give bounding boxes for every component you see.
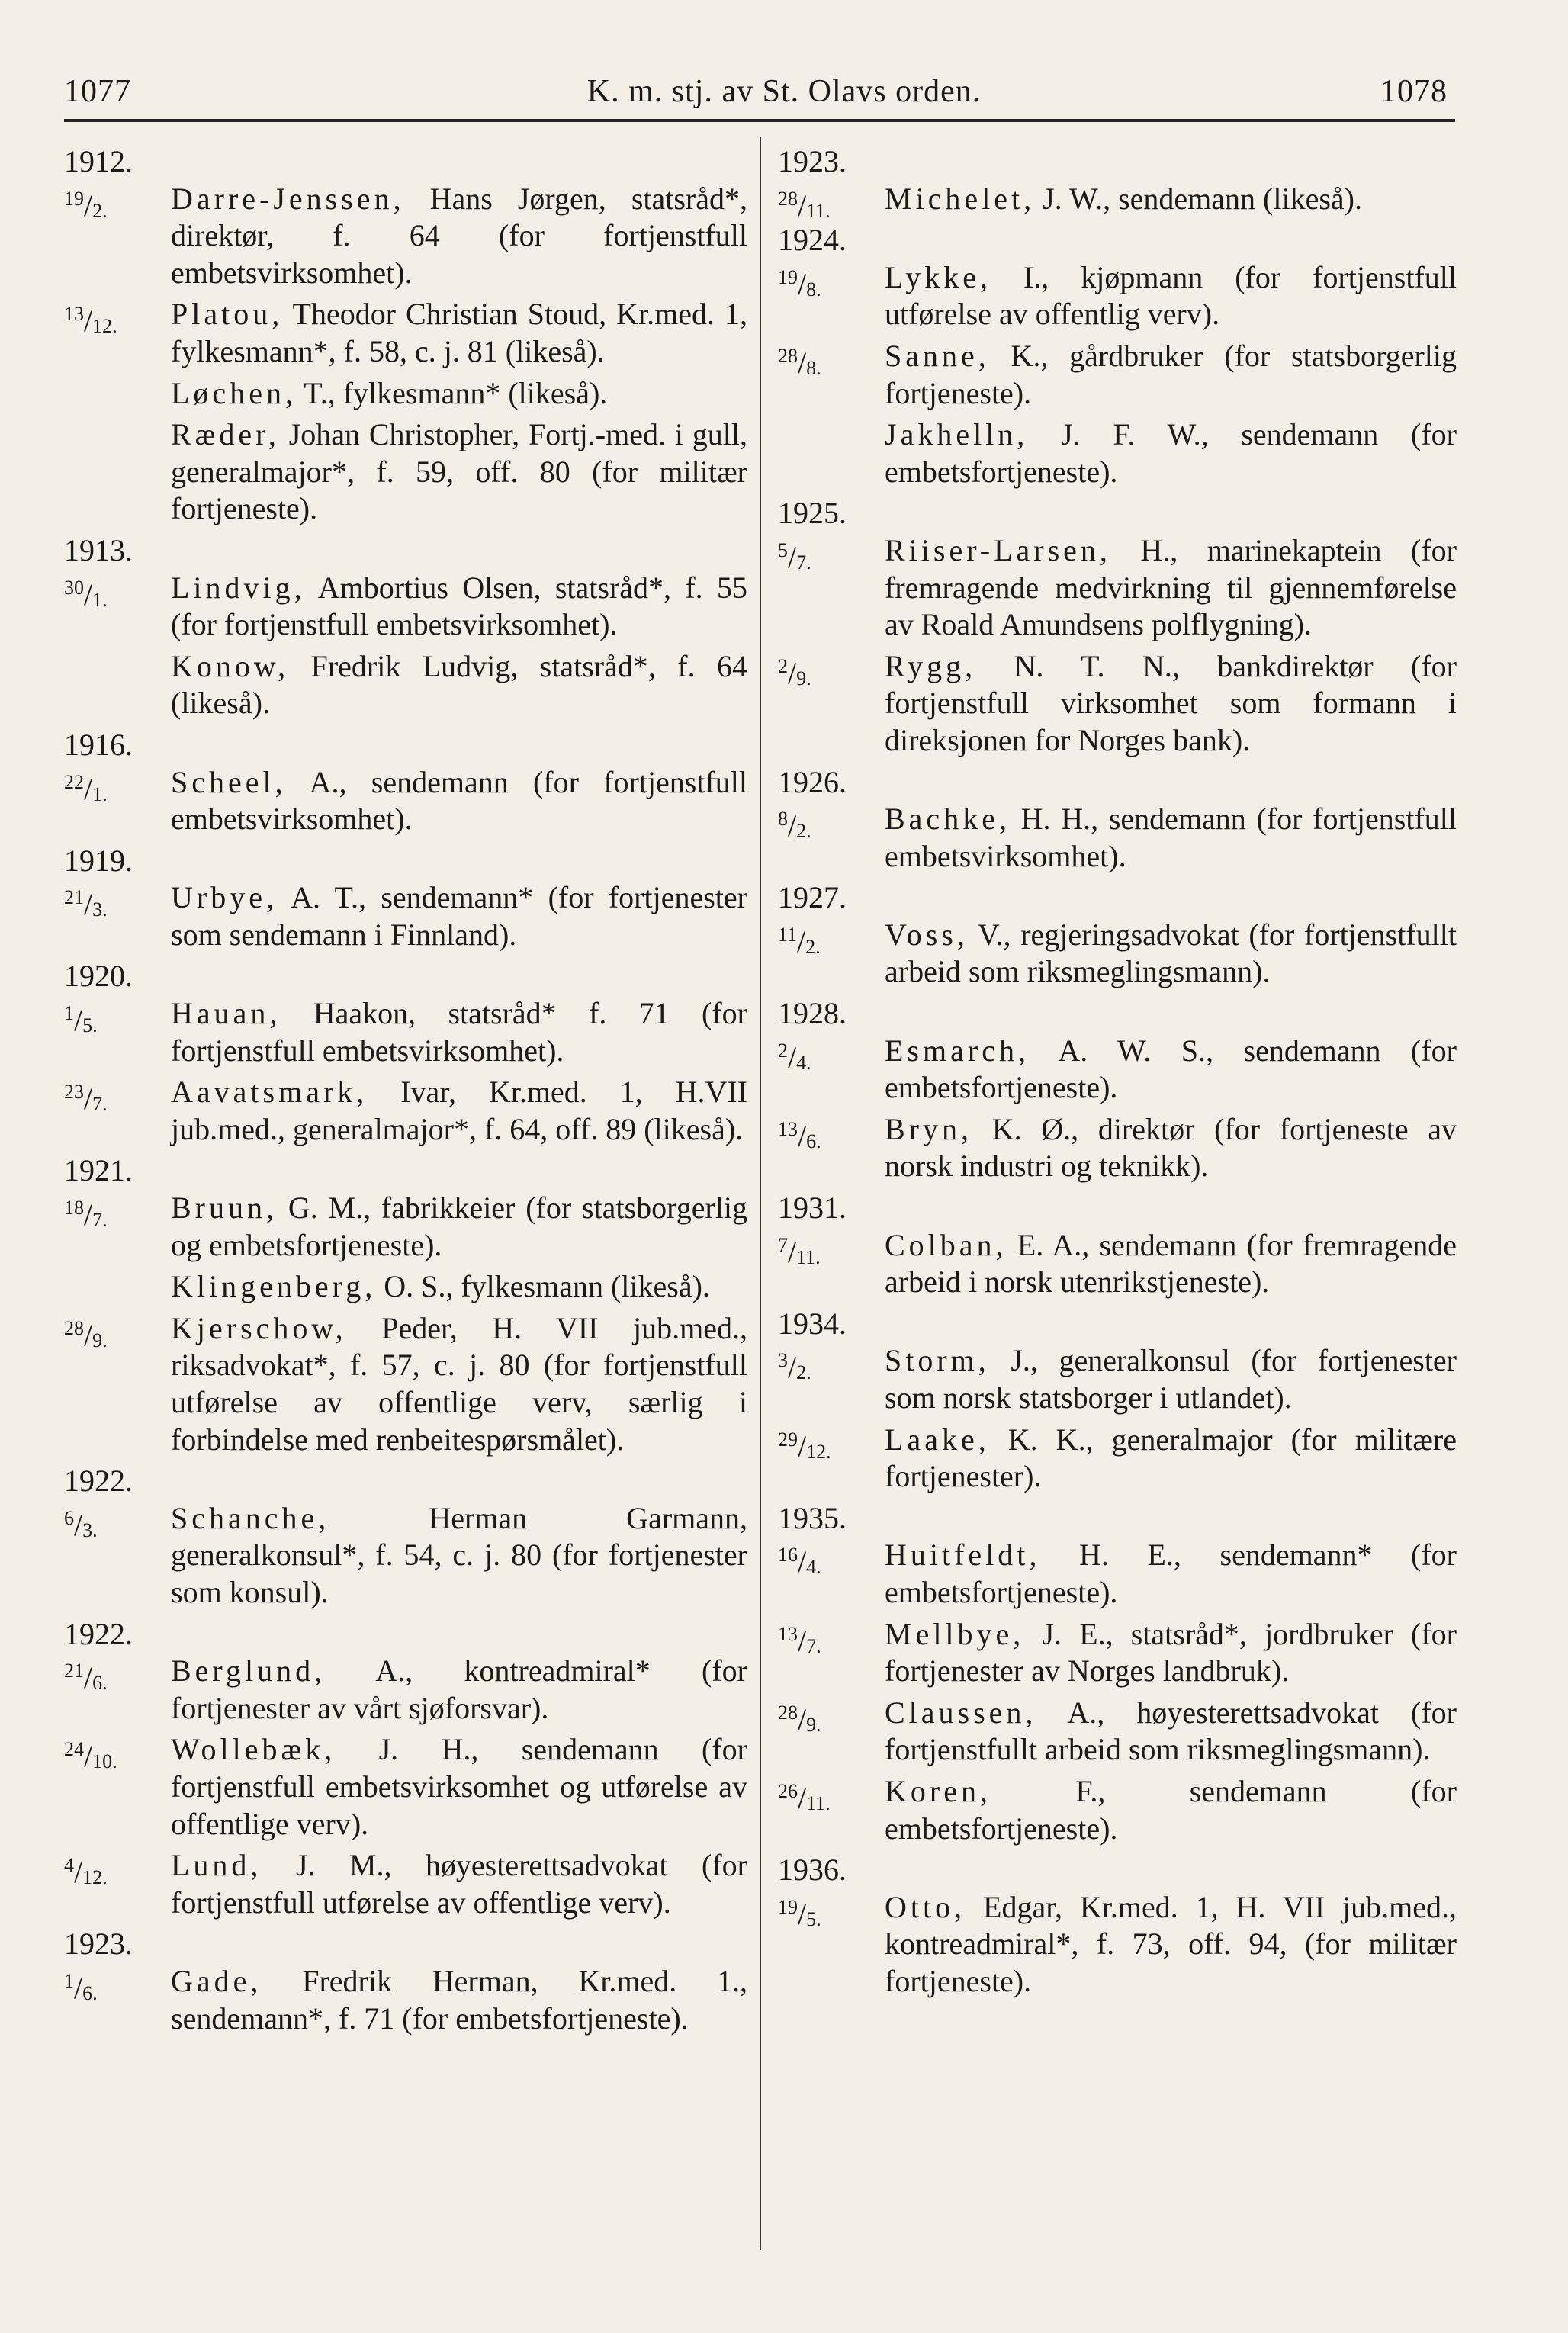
entry-date	[64, 1074, 163, 1123]
entry-text: J. E., statsråd*, jordbruker (for fortjenester av Norges landbruk).	[885, 1616, 1457, 1689]
entry-name: Bryn,	[885, 1111, 972, 1146]
date-slash: /	[84, 1081, 93, 1117]
right-page-number: 1078	[1380, 74, 1448, 109]
entry	[778, 1616, 1457, 1690]
entry-text: J. H., sendemann (for fortjenstfull embetsvirksomhet og utførelse av offentlige verv).	[171, 1732, 747, 1841]
entry	[778, 338, 1457, 412]
entry-date	[778, 648, 877, 698]
date-month: 7.	[806, 1634, 821, 1657]
entry-date	[64, 1500, 163, 1550]
entry-name: Kjerschow,	[171, 1310, 347, 1345]
entry-name: Michelet,	[885, 181, 1036, 216]
date-month: 1.	[92, 588, 108, 611]
date-month: 6.	[92, 1672, 108, 1695]
date-day: 2	[778, 1039, 788, 1062]
entry-text: O. S., fylkesmann (likeså).	[384, 1269, 710, 1304]
date-slash: /	[74, 1507, 83, 1542]
entry	[778, 648, 1457, 760]
date-month: 9.	[796, 667, 811, 689]
date-slash: /	[797, 924, 806, 959]
date-day: 28	[778, 344, 798, 367]
date-month: 12.	[806, 1440, 831, 1463]
year-heading: 1920.	[64, 959, 133, 994]
year-heading: 1936.	[778, 1853, 847, 1888]
date-slash: /	[798, 1118, 807, 1153]
year-heading: 1923.	[778, 144, 847, 178]
entry-text: Hans Jørgen, statsråd*, direktør, f. 64 (for fortjenstfull embetsvirksomhet).	[171, 181, 748, 290]
entry-date	[778, 259, 877, 309]
entry	[64, 879, 747, 953]
entry-text: Herman Garmann, generalkonsul*, f. 54, c. j. 80 (for fortjenester som konsul).	[171, 1500, 748, 1609]
date-slash: /	[798, 1780, 807, 1815]
date-slash: /	[788, 655, 797, 690]
entry-name: Berglund,	[171, 1653, 326, 1689]
date-day: 21	[64, 1660, 84, 1682]
entry-name: Laake,	[885, 1422, 990, 1457]
year-heading: 1913.	[64, 532, 133, 567]
entry	[64, 181, 747, 292]
entry	[64, 1731, 747, 1843]
entry-text: T., fylkesmann* (likeså).	[304, 375, 608, 410]
date-slash: /	[74, 1003, 83, 1038]
year-heading: 1921.	[64, 1153, 133, 1188]
entry-name: Koren,	[885, 1773, 991, 1808]
entry-date	[778, 1537, 877, 1586]
entry-date	[778, 1616, 877, 1666]
entry-name: Løchen,	[171, 375, 297, 410]
entry-text: H. H., sendemann (for fortjenstfull embetsvirksomhet).	[885, 802, 1457, 873]
entry-name: Bruun,	[171, 1191, 278, 1226]
entry-name: Claussen,	[885, 1695, 1037, 1730]
entry-text: A. W. S., sendemann (for embetsfortjeneste).	[885, 1033, 1457, 1105]
date-slash: /	[788, 808, 797, 844]
date-day: 19	[778, 265, 798, 288]
entry-text: I., kjøpmann (for fortjenstfull utførelse av offentlig verv).	[885, 259, 1457, 332]
date-day: 23	[64, 1081, 84, 1104]
entry-date	[64, 570, 163, 619]
date-slash: /	[788, 1234, 797, 1269]
date-month: 11.	[806, 1792, 831, 1814]
date-slash: /	[84, 1197, 93, 1232]
date-month: 12.	[82, 1866, 108, 1889]
entry	[64, 764, 747, 838]
date-day: 16	[778, 1544, 798, 1567]
date-day: 1	[64, 1969, 74, 1992]
entry	[778, 1227, 1457, 1301]
entry-date	[778, 1695, 877, 1744]
entry-name: Schanche,	[171, 1500, 330, 1535]
entry-name: Lykke,	[885, 259, 991, 294]
date-day: 13	[778, 1622, 798, 1645]
entry-text: Haakon, statsråd* f. 71 (for fortjenstfull embetsvirksomhet).	[171, 996, 747, 1068]
entry-gap	[778, 2000, 1457, 2005]
entry-text: J. M., høyesterettsadvokat (for fortjenstfull utførelse av offentlige verv).	[171, 1848, 747, 1920]
date-day: 28	[64, 1316, 84, 1339]
entry-text: N. T. N., bankdirektør (for fortjenstfull virksomhet som formann i direksjonen for Norges bank).	[885, 648, 1457, 757]
date-slash: /	[798, 1896, 807, 1931]
entry-text: H. E., sendemann* (for embetsfortjeneste).	[885, 1538, 1457, 1609]
running-title: K. m. stj. av St. Olavs orden.	[586, 74, 982, 109]
date-slash: /	[74, 1855, 83, 1890]
entry	[778, 1422, 1457, 1496]
date-slash: /	[798, 188, 807, 223]
entry-name: Aavatsmark,	[171, 1075, 368, 1110]
date-slash: /	[84, 1739, 93, 1774]
entry	[778, 1695, 1457, 1769]
entry	[778, 801, 1457, 875]
entry-date	[64, 879, 163, 929]
entry-text: J. W., sendemann (likeså).	[1043, 181, 1362, 216]
date-slash: /	[84, 1660, 93, 1695]
entry-name: Darre-Jenssen,	[171, 181, 405, 216]
left-column	[64, 143, 747, 2042]
date-day: 19	[64, 187, 84, 210]
entry	[778, 181, 1457, 223]
entry	[64, 1653, 747, 1727]
entry	[778, 1342, 1457, 1416]
entry	[64, 416, 747, 528]
date-day: 3	[778, 1349, 788, 1372]
entry-text: H., marinekaptein (for fremragende medvirkning til gjennemførelse av Roald Amundsens polflygning).	[885, 532, 1457, 642]
date-month: 7.	[92, 1209, 108, 1232]
entry-gap	[64, 2037, 747, 2042]
date-month: 5.	[806, 1907, 821, 1930]
entry-text: Theodor Christian Stoud, Kr.med. 1, fylkesmann*, f. 58, c. j. 81 (likeså).	[171, 297, 747, 368]
date-month: 3.	[82, 1518, 98, 1541]
date-day: 6	[64, 1506, 74, 1529]
entry	[64, 995, 747, 1069]
entry-text: J., generalkonsul (for fortjenester som norsk statsborger i utlandet).	[885, 1343, 1457, 1415]
entry-name: Voss,	[885, 917, 969, 952]
entry	[64, 1963, 747, 2037]
entry-text: K. Ø., direktør (for fortjeneste av norsk industri og teknikk).	[885, 1111, 1457, 1184]
entry-date	[778, 181, 877, 230]
year-heading: 1926.	[778, 764, 847, 799]
date-day: 29	[778, 1428, 798, 1451]
entry-text: Johan Christopher, Fortj.-med. i gull, generalmajor*, f. 59, off. 80 (for militær fortjeneste).	[171, 417, 748, 526]
date-slash: /	[798, 266, 807, 301]
entry-date	[778, 1422, 877, 1471]
entry	[778, 1111, 1457, 1185]
date-month: 9.	[92, 1329, 108, 1351]
entry-text: K. K., generalmajor (for militære fortjenester).	[885, 1422, 1457, 1494]
entry-date	[64, 1963, 163, 2013]
entry-name: Esmarch,	[885, 1033, 1030, 1068]
date-month: 11.	[796, 1245, 821, 1268]
date-month: 1.	[92, 782, 108, 805]
entry-date	[778, 1889, 877, 1939]
entry-date	[778, 917, 877, 966]
entry-text: G. M., fabrikkeier (for statsborgerlig og embetsfortjeneste).	[171, 1191, 748, 1262]
entry	[64, 1190, 747, 1264]
year-heading: 1912.	[64, 144, 133, 178]
entry-date	[64, 1847, 163, 1897]
entry-text: Fredrik Ludvig, statsråd*, f. 64 (likeså).	[171, 648, 748, 721]
entry-name: Mellbye,	[885, 1616, 1025, 1651]
entry-text: Edgar, Kr.med. 1, H. VII jub.med., kontreadmiral*, f. 73, off. 94, (for militær fortjeneste).	[885, 1889, 1457, 1998]
entry	[778, 1537, 1457, 1611]
entry-text: F., sendemann (for embetsfortjeneste).	[885, 1773, 1457, 1846]
date-slash: /	[84, 1317, 93, 1352]
column-divider	[760, 137, 761, 2250]
entry-date	[64, 181, 163, 230]
entry	[778, 1033, 1457, 1107]
entry-date	[64, 1731, 163, 1781]
date-day: 28	[778, 187, 798, 210]
year-heading: 1935.	[778, 1500, 847, 1535]
entry-name: Scheel,	[171, 764, 287, 799]
entry-date	[64, 1310, 163, 1360]
entry-text: Fredrik Herman, Kr.med. 1., sendemann*, f. 71 (for embetsfortjeneste).	[171, 1963, 748, 2036]
header-rule	[64, 119, 1455, 122]
entry	[778, 1889, 1457, 2000]
entry-date	[778, 532, 877, 582]
entry-name: Huitfeldt,	[885, 1538, 1041, 1573]
date-slash: /	[798, 1623, 807, 1658]
date-slash: /	[788, 1040, 797, 1075]
entry-date	[778, 1773, 877, 1823]
date-slash: /	[798, 1702, 807, 1737]
year-heading: 1922.	[64, 1464, 133, 1499]
date-month: 9.	[806, 1713, 821, 1736]
date-day: 8	[778, 808, 788, 831]
date-month: 4.	[796, 1051, 811, 1074]
right-column	[778, 143, 1457, 2005]
year-heading: 1934.	[778, 1306, 847, 1341]
entry	[778, 259, 1457, 333]
date-month: 12.	[92, 315, 117, 338]
date-day: 1	[64, 1002, 74, 1025]
date-slash: /	[84, 188, 93, 223]
date-slash: /	[84, 771, 93, 806]
entry	[64, 1310, 747, 1458]
date-day: 28	[778, 1701, 798, 1724]
date-month: 6.	[82, 1981, 98, 2004]
date-slash: /	[798, 1428, 807, 1464]
entry	[64, 1268, 747, 1306]
date-month: 7.	[92, 1093, 108, 1116]
entry-date	[64, 1190, 163, 1239]
entry-date	[64, 1653, 163, 1702]
date-month: 2.	[805, 935, 821, 958]
entry-name: Klingenberg,	[171, 1269, 377, 1304]
entry-name: Gade,	[171, 1963, 262, 1998]
entry-name: Jakhelln,	[885, 417, 1029, 452]
entry-date	[778, 1033, 877, 1082]
year-heading: 1924.	[778, 223, 847, 258]
date-day: 19	[778, 1895, 798, 1918]
date-month: 6.	[806, 1130, 821, 1152]
entry-text: Peder, H. VII jub.med., riksadvokat*, f. 57, c. j. 80 (for fortjenstfull utførelse av offentlige verv, særlig i forbindelse med renbeitespørsmålet).	[171, 1310, 747, 1457]
date-day: 7	[778, 1233, 788, 1256]
date-day: 11	[778, 923, 798, 946]
entry-text: J. F. W., sendemann (for embetsfortjeneste).	[885, 417, 1457, 489]
left-page-number: 1077	[64, 74, 131, 109]
date-day: 13	[778, 1117, 798, 1140]
date-month: 3.	[92, 898, 108, 921]
date-day: 26	[778, 1779, 798, 1802]
entry	[64, 1847, 747, 1921]
entry	[778, 532, 1457, 644]
date-slash: /	[798, 1544, 807, 1579]
date-slash: /	[84, 304, 93, 339]
date-month: 4.	[806, 1556, 821, 1579]
entry-date	[778, 338, 877, 387]
date-month: 2.	[796, 820, 811, 843]
year-heading: 1931.	[778, 1191, 847, 1226]
date-month: 5.	[82, 1014, 98, 1037]
entry	[778, 416, 1457, 490]
entry	[64, 648, 747, 722]
year-heading: 1928.	[778, 996, 847, 1031]
date-slash: /	[798, 345, 807, 380]
entry-date	[778, 1342, 877, 1392]
entry-name: Lund,	[171, 1848, 262, 1883]
date-month: 8.	[806, 356, 821, 379]
date-month: 2.	[796, 1361, 811, 1384]
entry-date	[64, 296, 163, 345]
date-month: 10.	[92, 1750, 117, 1773]
entry-name: Colban,	[885, 1227, 1007, 1262]
date-day: 24	[64, 1738, 84, 1761]
date-month: 7.	[796, 551, 811, 574]
entry	[64, 1074, 747, 1148]
date-day: 5	[778, 538, 788, 561]
entry-date	[64, 764, 163, 814]
entry-text: V., regjeringsadvokat (for fortjenstfullt arbeid som riksmeglingsmann).	[885, 917, 1457, 989]
entry	[64, 375, 747, 413]
entry	[64, 570, 747, 644]
entry-date	[778, 1111, 877, 1161]
entry-name: Urbye,	[171, 880, 278, 915]
year-heading: 1922.	[64, 1616, 133, 1651]
entry-name: Rygg,	[885, 648, 977, 683]
entry	[64, 1500, 747, 1612]
entry-name: Bachke,	[885, 802, 1011, 837]
entry	[778, 917, 1457, 991]
entry-text: Ivar, Kr.med. 1, H.VII jub.med., generalmajor*, f. 64, off. 89 (likeså).	[171, 1075, 748, 1146]
entry-name: Riiser-Larsen,	[885, 532, 1111, 567]
date-month: 8.	[806, 278, 821, 300]
entry-text: Ambortius Olsen, statsråd*, f. 55 (for fortjenstfull embetsvirksomhet).	[171, 570, 747, 642]
date-day: 18	[64, 1197, 84, 1220]
entry-text: A., kontreadmiral* (for fortjenester av vårt sjøforsvar).	[171, 1653, 747, 1725]
date-slash: /	[788, 539, 797, 574]
entry-name: Platou,	[171, 297, 284, 332]
date-day: 2	[778, 654, 788, 677]
date-day: 4	[64, 1854, 74, 1877]
date-day: 13	[64, 303, 84, 326]
date-month: 2.	[92, 199, 108, 222]
entry-date	[778, 1227, 877, 1277]
entry-text: A. T., sendemann* (for fortjenester som sendemann i Finnland).	[171, 880, 747, 952]
entry-text: A., sendemann (for fortjenstfull embetsvirksomhet).	[171, 764, 747, 837]
entry-name: Ræder,	[171, 417, 280, 452]
date-day: 22	[64, 770, 84, 793]
entry-name: Storm,	[885, 1343, 990, 1378]
date-slash: /	[74, 1970, 83, 2005]
year-heading: 1916.	[64, 727, 133, 762]
entry-name: Wollebæk,	[171, 1732, 336, 1767]
entry-date	[64, 995, 163, 1045]
entry-text: K., gårdbruker (for statsborgerlig fortjeneste).	[885, 338, 1457, 410]
date-slash: /	[788, 1350, 797, 1385]
date-slash: /	[84, 887, 93, 922]
entry-name: Lindvig,	[171, 570, 306, 605]
entry-text: E. A., sendemann (for fremragende arbeid i norsk utenrikstjeneste).	[885, 1227, 1457, 1300]
entry-name: Konow,	[171, 648, 290, 683]
year-heading: 1925.	[778, 496, 847, 531]
entry-name: Otto,	[885, 1889, 966, 1924]
entry	[778, 1773, 1457, 1847]
year-heading: 1923.	[64, 1926, 133, 1962]
date-day: 30	[64, 576, 84, 599]
year-heading: 1927.	[778, 880, 847, 915]
entry-name: Hauan,	[171, 996, 281, 1031]
date-slash: /	[84, 577, 93, 612]
date-day: 21	[64, 886, 84, 909]
entry	[64, 296, 747, 370]
entry-text: A., høyesterettsadvokat (for fortjenstfullt arbeid som riksmeglingsmann).	[885, 1695, 1457, 1767]
entry-date	[778, 801, 877, 850]
entry-name: Sanne,	[885, 338, 990, 373]
date-month: 11.	[806, 199, 831, 222]
year-heading: 1919.	[64, 843, 133, 878]
